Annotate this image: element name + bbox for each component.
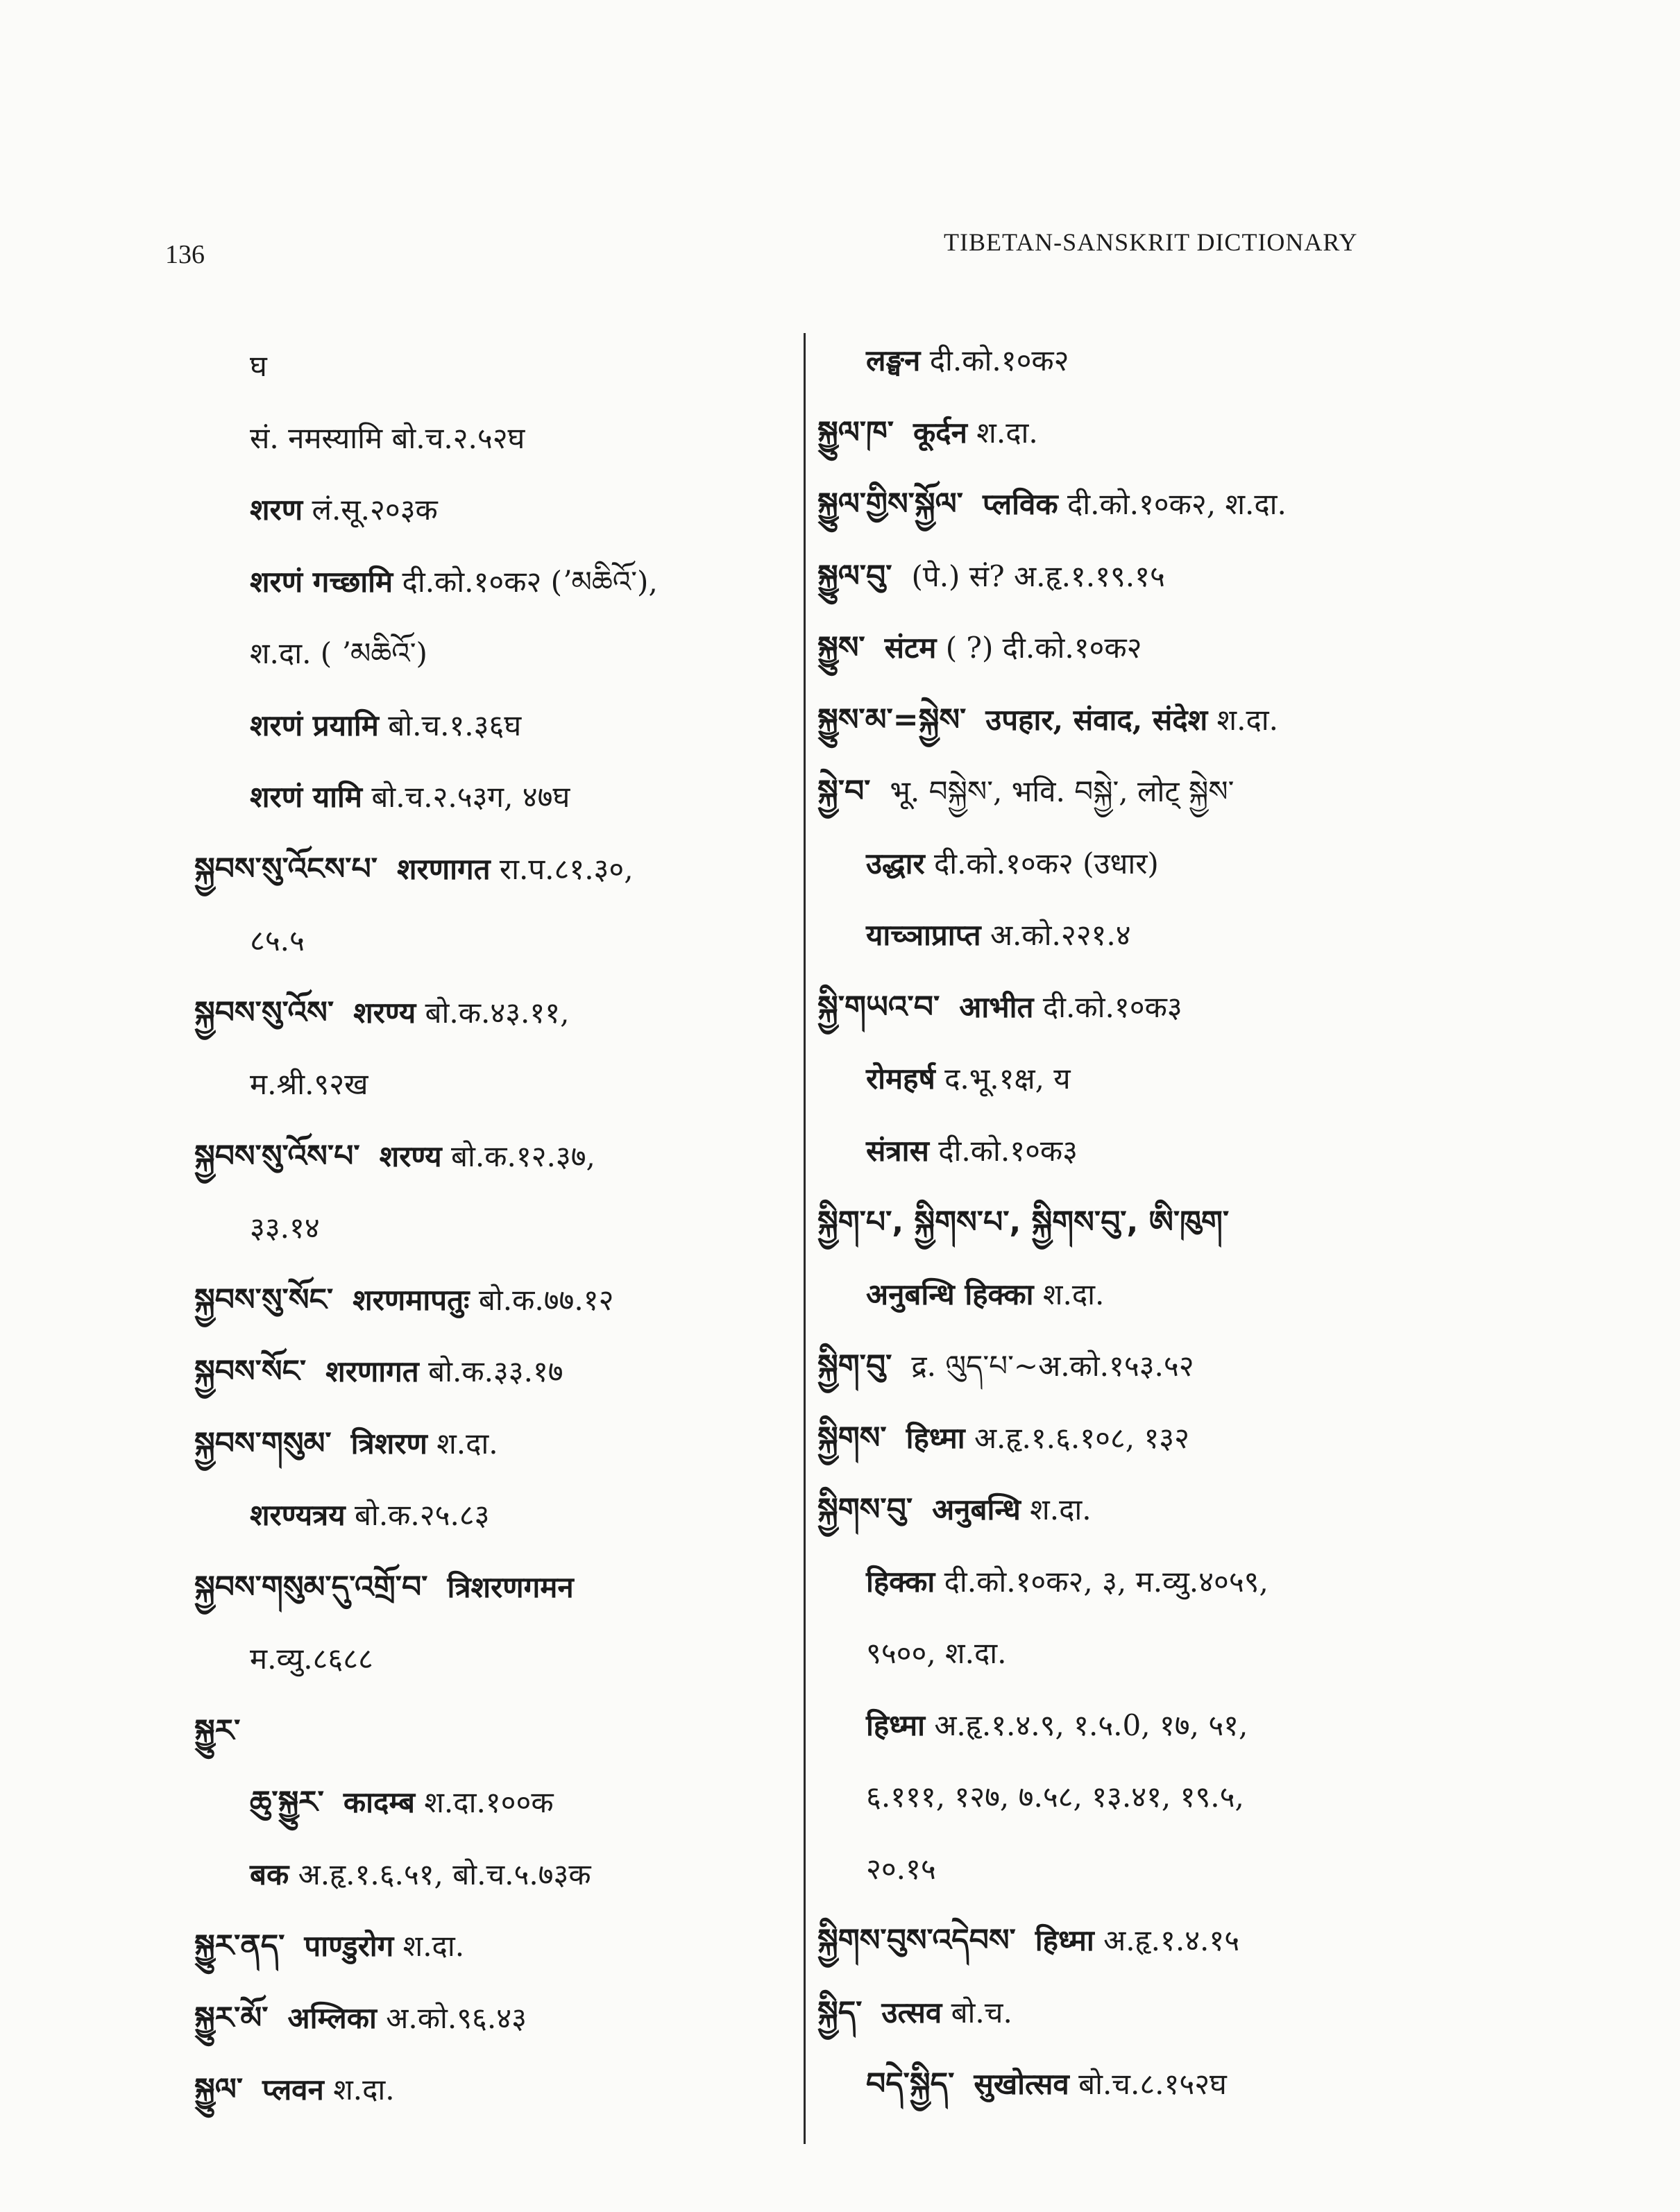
sanskrit-equivalent: शरणमापतुः — [353, 1282, 470, 1317]
reference-text: अ.हृ.१.६.५१, बो.च.५.७३क — [298, 1857, 591, 1891]
reference-text: श.दा. — [1216, 702, 1278, 737]
entry-line — [250, 920, 305, 962]
tibetan-headword: སྐྱུར་ — [194, 1712, 241, 1749]
tibetan-headword: སྐྱབས་གསུམ་དུ་འགྲོ་བ་ — [194, 1569, 428, 1605]
entry-line — [194, 1351, 563, 1393]
tibetan-headword: སྐྱུལ་ཁ་ — [817, 414, 894, 450]
entry-line — [866, 1776, 1244, 1818]
tibetan-headword: སྐྱུས་མ་=སྐྱེས་ — [817, 701, 967, 738]
tibetan-headword: སྐྱིག་པ་, སྐྱིགས་པ་, སྐྱིགས་བུ་, ཨི་ཁུག་ — [817, 1205, 1230, 1240]
reference-text: दी.को.१०क३ — [1042, 989, 1182, 1024]
reference-text: अ.को.९६.४३ — [386, 2000, 527, 2035]
entry-line — [866, 2064, 1227, 2105]
sanskrit-equivalent: आभीत — [959, 989, 1034, 1024]
reference-text: श.दा. — [976, 415, 1038, 450]
reference-text: श.दा. — [1030, 1492, 1092, 1526]
sanskrit-equivalent: हिध्मा — [866, 1708, 925, 1742]
reference-text: बो.च.२.५३ग, ४७घ — [371, 780, 570, 814]
entry-line — [194, 1998, 527, 2039]
reference-text: दी.को.१०क२ — [929, 343, 1069, 377]
tibetan-headword: བདེ་སྐྱིད་ — [866, 2066, 955, 2102]
sanskrit-equivalent: शरणं गच्छामि — [250, 564, 393, 599]
reference-text: सं. नमस्यामि बो.च.२.५२घ — [250, 420, 525, 455]
sanskrit-equivalent: शरणं प्रयामि — [250, 708, 379, 742]
entry-line — [817, 1418, 1189, 1459]
entry-line — [817, 484, 1287, 525]
sanskrit-equivalent: अनुबन्धि — [932, 1492, 1021, 1526]
reference-text: दी.को.१०क२ (ʼམཆིའོ་), — [402, 564, 658, 599]
entry-line — [817, 1920, 1239, 1962]
entry-line — [250, 489, 438, 531]
sanskrit-equivalent: रोमहर्ष — [866, 1062, 935, 1096]
tibetan-headword: སྐྱབས་སུ་འོས་པ་ — [194, 1138, 360, 1174]
entry-line — [194, 1925, 464, 1967]
tibetan-headword: ཆུ་སྐྱུར་ — [250, 1785, 324, 1820]
sanskrit-equivalent: शरणं यामि — [250, 780, 362, 814]
reference-text: बो.क.७७.१२ — [478, 1282, 614, 1317]
entry-line — [194, 1710, 260, 1752]
entry-line — [817, 1202, 1248, 1243]
reference-text: बो.क.४३.११, — [425, 995, 570, 1030]
reference-text: बो.क.२५.८३ — [354, 1498, 490, 1532]
entry-line — [817, 699, 1278, 741]
reference-text: बो.क.१२.३७, — [451, 1139, 595, 1173]
reference-text: दी.को.१०क३ — [938, 1133, 1078, 1168]
entry-line — [194, 992, 569, 1034]
entry-line — [250, 776, 570, 818]
entry-line — [866, 1705, 1248, 1746]
sanskrit-equivalent: सुखोत्सव — [974, 2067, 1069, 2101]
sanskrit-equivalent: शरणागत — [325, 1354, 419, 1388]
entry-line — [817, 987, 1182, 1028]
tibetan-headword: སྐྱུས་ — [817, 630, 865, 665]
tibetan-headword: སྐྱུལ་བུ་ — [817, 558, 892, 594]
sanskrit-equivalent: संटम — [884, 631, 937, 665]
tibetan-headword: སྐྱིགས་བུ་ — [817, 1492, 913, 1527]
entry-line — [817, 412, 1038, 454]
reference-text: अ.हृ.१.४.१५ — [1103, 1923, 1240, 1957]
sanskrit-equivalent: हिक्का — [866, 1564, 935, 1599]
entry-line — [866, 1633, 1007, 1674]
sanskrit-equivalent: शरण्यत्रय — [250, 1498, 346, 1532]
reference-text: बो.क.३३.१७ — [428, 1354, 563, 1388]
entry-line — [194, 2069, 395, 2111]
reference-text: बो.च.८.१५२घ — [1078, 2067, 1227, 2101]
entry-line — [866, 1058, 1071, 1100]
sanskrit-equivalent: संत्रास — [866, 1133, 929, 1168]
entry-line — [250, 418, 525, 459]
tibetan-headword: སྐྱིགས་བུས་འདེབས་ — [817, 1923, 1016, 1958]
entry-line — [194, 849, 634, 890]
entry-line — [866, 843, 1159, 885]
entry-line — [250, 633, 427, 674]
entry-line — [250, 346, 267, 387]
reference-text: ८५.५ — [250, 924, 305, 958]
sanskrit-equivalent: उद्धार — [866, 846, 925, 880]
reference-text: म.व्यु.८६८८ — [250, 1642, 373, 1676]
sanskrit-equivalent: त्रिशरण — [350, 1426, 427, 1461]
entry-line — [817, 627, 1142, 669]
reference-text: अ.को.२२१.४ — [990, 918, 1131, 952]
tibetan-headword: སྐྱབས་སུ་འོངས་པ་ — [194, 851, 377, 887]
page-number: 136 — [165, 240, 205, 269]
sanskrit-equivalent: शरण्य — [353, 995, 416, 1030]
entry-line — [194, 1136, 595, 1177]
reference-text: अ.हृ.१.६.१०८, १३२ — [974, 1420, 1189, 1455]
sanskrit-equivalent: त्रिशरणगमन — [447, 1569, 574, 1604]
running-head: TIBETAN-SANSKRIT DICTIONARY — [944, 228, 1358, 256]
entry-line — [817, 1345, 1194, 1387]
entry-line — [866, 914, 1131, 956]
tibetan-headword: སྐྱུར་མོ་ — [194, 2000, 269, 2036]
tibetan-headword: སྐྱེ་བ་ — [817, 774, 871, 809]
sanskrit-equivalent: प्लविक — [982, 487, 1058, 521]
reference-text: दी.को.१०क२, ३, म.व्यु.४०५९, — [944, 1564, 1269, 1599]
reference-text: ३३.१४ — [250, 1211, 320, 1245]
tibetan-headword: སྐྱབས་གསུམ་ — [194, 1425, 332, 1461]
reference-text: भू. བསྐྱེས་, भवि. བསྐྱེ་, लोट् སྐྱེས་ — [890, 774, 1234, 808]
sanskrit-equivalent: हिध्मा — [1035, 1923, 1094, 1957]
reference-text: घ — [250, 349, 267, 383]
reference-text: रा.प.८१.३०, — [499, 851, 634, 886]
sanskrit-equivalent: उत्सव — [881, 1995, 942, 2030]
entry-line — [250, 705, 521, 747]
entry-line — [866, 1130, 1078, 1172]
entry-line — [866, 1848, 936, 1890]
reference-text: श.दा. — [402, 1929, 465, 1963]
sanskrit-equivalent: याच्ञाप्राप्त — [866, 918, 981, 952]
sanskrit-equivalent: अनुबन्धि हिक्का — [866, 1277, 1034, 1311]
entry-line — [194, 1423, 498, 1465]
sanskrit-equivalent: शरणागत — [396, 851, 491, 886]
entry-line — [866, 1561, 1269, 1603]
reference-text: ९५००, श.दा. — [866, 1636, 1007, 1670]
tibetan-headword: སྐྱིད་ — [817, 1994, 863, 2030]
reference-text: (पे.) सं? अ.हृ.१.१९.१५ — [911, 559, 1165, 593]
tibetan-headword: སྐྱབས་སུ་འོས་ — [194, 994, 334, 1030]
tibetan-headword: སྐྱུར་ནད་ — [194, 1928, 285, 1964]
tibetan-headword: སྐྱབས་སུ་སོང་ — [194, 1282, 334, 1318]
sanskrit-equivalent: पाण्डुरोग — [304, 1929, 394, 1963]
entry-line — [194, 1279, 613, 1321]
reference-text: द्र. ལུད་པ་~अ.को.१५३.५२ — [911, 1349, 1194, 1383]
sanskrit-equivalent: बक — [250, 1857, 289, 1891]
reference-text: बो.च.१.३६घ — [388, 708, 522, 742]
entry-line — [250, 1064, 368, 1105]
sanskrit-equivalent: शरण्य — [379, 1139, 442, 1173]
tibetan-headword: སྐྱུལ་ — [194, 2072, 244, 2107]
sanskrit-equivalent: कादम्ब — [343, 1785, 415, 1819]
reference-text: अ.हृ.१.४.९, १.५.0, १७, ५१, — [934, 1708, 1248, 1742]
sanskrit-equivalent: हिध्मा — [906, 1420, 965, 1455]
sanskrit-equivalent: उपहार, संवाद, संदेश — [985, 702, 1208, 737]
sanskrit-equivalent: प्लवन — [262, 2073, 324, 2107]
entry-line — [250, 1638, 373, 1680]
entry-line — [817, 1489, 1092, 1531]
entry-line — [866, 1274, 1104, 1316]
reference-text: लं.सू.२०३क — [312, 493, 438, 527]
reference-text: द.भू.१क्ष, य — [944, 1062, 1071, 1096]
entry-line — [866, 340, 1069, 382]
tibetan-headword: སྐྱུལ་གྱིས་སྐྱོལ་ — [817, 486, 963, 522]
reference-text: म.श्री.९२ख — [250, 1067, 368, 1101]
entry-line — [250, 1495, 489, 1536]
entry-line — [250, 1782, 554, 1823]
reference-text: बो.च. — [951, 1995, 1012, 2030]
entry-line — [250, 1207, 320, 1249]
sanskrit-equivalent: शरण — [250, 493, 303, 527]
entry-line — [250, 561, 658, 603]
tibetan-headword: སྐྱབས་སོང་ — [194, 1354, 307, 1389]
tibetan-headword: སྐྱི་གཡའ་བ་ — [817, 989, 940, 1025]
reference-text: श.दा.१००क — [424, 1785, 554, 1819]
sanskrit-equivalent: लङ्घन — [866, 343, 921, 377]
reference-text: श.दा. — [333, 2073, 395, 2107]
reference-text: श.दा. — [1042, 1277, 1105, 1311]
entry-line — [817, 556, 1165, 597]
tibetan-headword: སྐྱིག་བུ་ — [817, 1348, 892, 1384]
reference-text: दी.को.१०क२, श.दा. — [1067, 487, 1287, 521]
reference-text: श.दा. — [436, 1426, 498, 1461]
sanskrit-equivalent: अम्लिका — [287, 2000, 377, 2035]
reference-text: दी.को.१०क२ (उधार) — [934, 846, 1159, 880]
reference-text: २०.१५ — [866, 1851, 936, 1886]
reference-text: ( ?) दी.को.१०क२ — [945, 631, 1142, 665]
entry-line — [194, 1567, 574, 1608]
reference-text: ६.१११, १२७, ७.५८, १३.४१, १९.५, — [866, 1780, 1244, 1814]
sanskrit-equivalent: कूर्दन — [913, 415, 967, 450]
tibetan-headword: སྐྱིགས་ — [817, 1420, 887, 1456]
entry-line — [250, 1854, 591, 1896]
entry-line — [817, 1992, 1012, 2034]
reference-text: श.दा. ( ʼམཆིའོ་) — [250, 636, 427, 670]
entry-line — [817, 771, 1234, 813]
column-divider — [804, 333, 806, 2144]
